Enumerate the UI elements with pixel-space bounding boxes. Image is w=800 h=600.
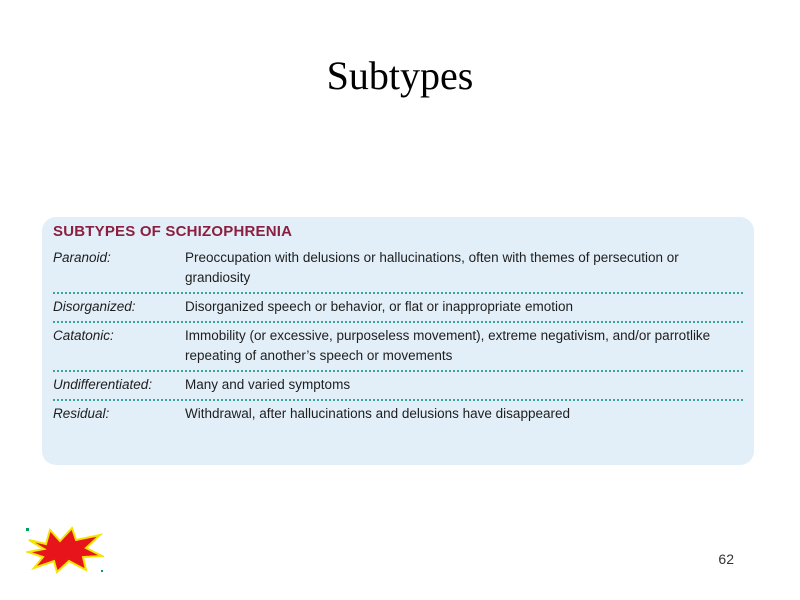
- row-description: Immobility (or excessive, purposeless movement), extreme negativism, and/or parrotlike repeating of another’s speech or movements: [185, 328, 711, 363]
- subtypes-table: [42, 217, 754, 465]
- row-term: Paranoid:: [53, 250, 111, 265]
- row-term: Residual:: [53, 406, 110, 421]
- table-row: [53, 321, 743, 370]
- table-row: [53, 399, 743, 428]
- table-row: [53, 245, 743, 292]
- row-term: Catatonic:: [53, 328, 114, 343]
- slide-title: Subtypes: [326, 53, 474, 98]
- row-description: Disorganized speech or behavior, or flat or inappropriate emotion: [185, 299, 573, 314]
- row-term: Disorganized:: [53, 299, 136, 314]
- row-description: Many and varied symptoms: [185, 377, 351, 392]
- row-description: Withdrawal, after hallucinations and delusions have disappeared: [185, 406, 570, 421]
- starburst-icon[interactable]: [26, 526, 104, 574]
- row-term: Undifferentiated:: [53, 377, 153, 392]
- row-description: Preoccupation with delusions or hallucinations, often with themes of persecution or grandiosity: [185, 250, 679, 285]
- table-heading: SUBTYPES OF SCHIZOPHRENIA: [53, 223, 293, 240]
- table-row: [53, 292, 743, 321]
- page-number: 62: [718, 551, 734, 567]
- table-row: [53, 370, 743, 399]
